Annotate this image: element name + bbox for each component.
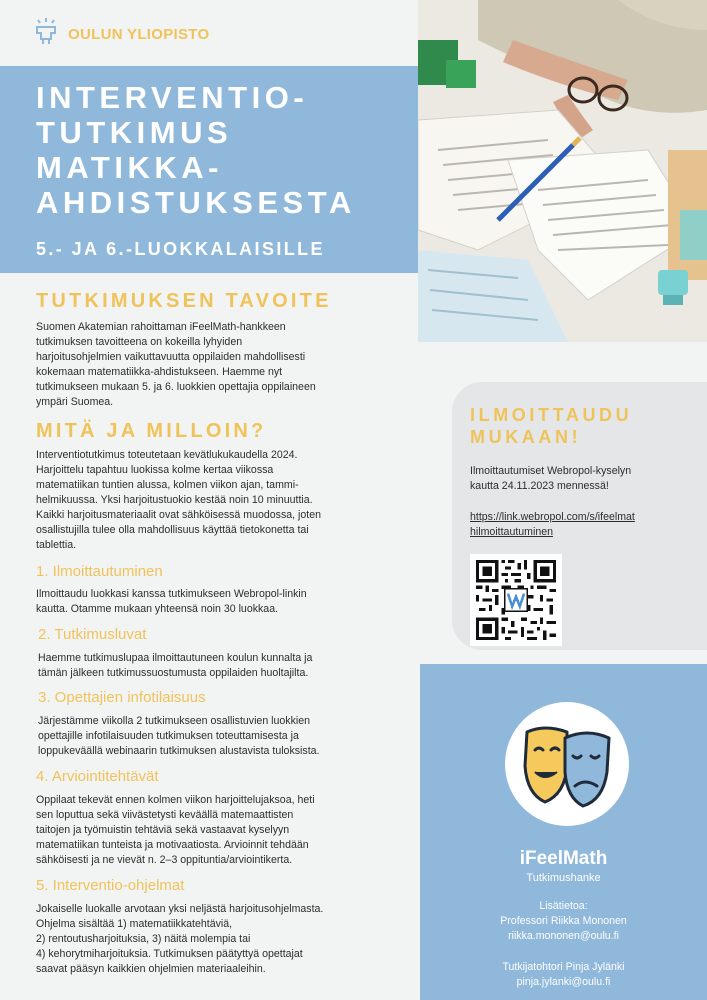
step-1-text [36,587,416,617]
step-2-title: 2. Tutkimusluvat [38,626,147,643]
step-2-text [38,651,418,681]
register-link-line: hilmoittautuminen [470,526,554,538]
step-line: kautta. Otamme mukaan yhteensä noin 30 luokkaa. [36,603,279,615]
step-1-title: 1. Ilmoittautuminen [36,563,163,580]
register-heading-line: MUKAAN! [470,427,582,447]
goal-line: tutkimukseen mukaan 5. ja 6. luokkien opettajia oppilaineen [36,381,316,393]
when-line: Interventiotutkimus toteutetaan kevätlukukaudella 2024. [36,449,298,461]
page-subtitle: 5.- JA 6.-LUOKKALAISILLE [36,239,325,259]
qr-code[interactable] [470,554,562,646]
step-line: taitojen ja työmuistin tehtäviä sekä vastaavat kyselyyn [36,824,290,836]
mask-logo [505,702,629,826]
step-line: loppukeväällä webinaarin tutkimuksen alustavista tuloksista. [38,745,320,757]
contact-label: Lisätietoa: [539,900,588,912]
university-name: OULUN YLIOPISTO [68,25,210,43]
register-link[interactable] [470,510,689,540]
contact-email-2[interactable]: pinja.jylanki@oulu.fi [516,976,611,988]
page-title [36,80,418,220]
contact-email-1[interactable]: riikka.mononen@oulu.fi [508,930,619,942]
hero-banner [0,66,418,273]
university-logo-icon [34,18,58,46]
step-4-title: 4. Arviointitehtävät [36,768,159,785]
title-line: INTERVENTIO- [36,80,309,115]
when-heading: MITÄ JA MILLOIN? [36,420,267,442]
step-line: opettajille infotilaisuuden tutkimuksen toteuttamisesta ja [38,730,299,742]
step-line: Haemme tutkimuslupaa ilmoittautuneen koulun kunnalta ja [38,652,313,664]
register-line: kautta 24.11.2023 mennessä! [470,480,609,492]
goal-line: tutkimuksen tavoitteena on kokeilla lyhyiden [36,336,243,348]
step-line: Järjestämme viikolla 2 tutkimukseen osallistuvien luokkien [38,715,311,727]
register-heading [470,404,689,448]
register-card [452,382,707,650]
hero-photo [418,0,707,342]
step-3-title: 3. Opettajien infotilaisuus [38,689,206,706]
when-line: helmikuussa. Yksi harjoitustuokio kestää noin 10 minuuttia. [36,494,313,506]
step-5-text [36,902,416,977]
when-line: Harjoittelu tapahtuu luokissa kolme kertaa viikossa [36,464,274,476]
project-info-panel [420,664,707,1000]
when-line: Kaikki harjoitusmateriaalit ovat sähköisessä muodossa, joten [36,509,321,521]
step-line: saavat pääsyn kaikkien ohjelmien materiaaleihin. [36,963,266,975]
project-type: Tutkimushanke [526,872,601,884]
register-text [470,464,689,494]
step-5-title: 5. Interventio-ohjelmat [36,877,185,894]
step-line: 2) rentoutusharjoituksia, 3) näitä molempia tai [36,933,251,945]
goal-text [36,320,416,410]
title-line: AHDISTUKSESTA [36,185,356,220]
step-line: Ohjelma sisältää 1) matematiikkatehtäviä, [36,918,233,930]
step-4-text [36,793,416,868]
title-line: TUTKIMUS [36,115,233,150]
step-line: tämän jälkeen tutkimussuostumusta oppilaiden huoltajilta. [38,667,309,679]
step-line: matematiikan tunteista ja motivaatiosta. Arvioinnit tehdään [36,839,309,851]
step-line: sähköisesti ja ne vievät n. 2–3 oppituntia/arviointikerta. [36,854,293,866]
student-reading-illustration [418,0,707,342]
register-line: Ilmoittautumiset Webropol-kyselyn [470,465,632,477]
goal-line: kokemaan matematiikka-ahdistukseen. Haemme nyt [36,366,283,378]
when-text [36,448,416,553]
theatre-mask-icon [505,702,629,826]
step-3-text [38,714,418,759]
title-line: MATIKKA- [36,150,223,185]
qr-code-pattern [476,560,556,640]
goal-line: Suomen Akatemian rahoittaman iFeelMath-hankkeen [36,321,286,333]
goal-line: harjoitusohjelmien vaikuttavuutta oppilaiden mahdollisesti [36,351,306,363]
step-line: sen loputtua sekä viivästetysti keväällä matemaattisten [36,809,294,821]
when-line: tablettia. [36,539,77,551]
when-line: osallistujilla tulee olla mahdollisuus käyttää tietokonetta tai [36,524,309,536]
register-link-line: https://link.webropol.com/s/ifeelmat [470,511,635,523]
contact-person-1: Professori Riikka Mononen [500,915,627,927]
goal-heading: TUTKIMUKSEN TAVOITE [36,290,332,312]
step-line: Jokaiselle luokalle arvotaan yksi neljästä harjoitusohjelmasta. [36,903,324,915]
step-line: Ilmoittaudu luokkasi kanssa tutkimukseen Webropol-linkin [36,588,307,600]
university-logo [34,18,209,46]
step-line: Oppilaat tekevät ennen kolmen viikon harjoittelujaksoa, heti [36,794,315,806]
register-heading-line: ILMOITTAUDU [470,405,633,425]
goal-line: ympäri Suomea. [36,396,114,408]
when-line: matematiikan tuntien alussa, kolmen viikon ajan, tammi- [36,479,299,491]
contact-person-2: Tutkijatohtori Pinja Jylänki [502,961,625,973]
step-line: 4) kehorytmiharjoituksia. Tutkimuksen päätyttyä opettajat [36,948,303,960]
project-name: iFeelMath [519,848,608,869]
